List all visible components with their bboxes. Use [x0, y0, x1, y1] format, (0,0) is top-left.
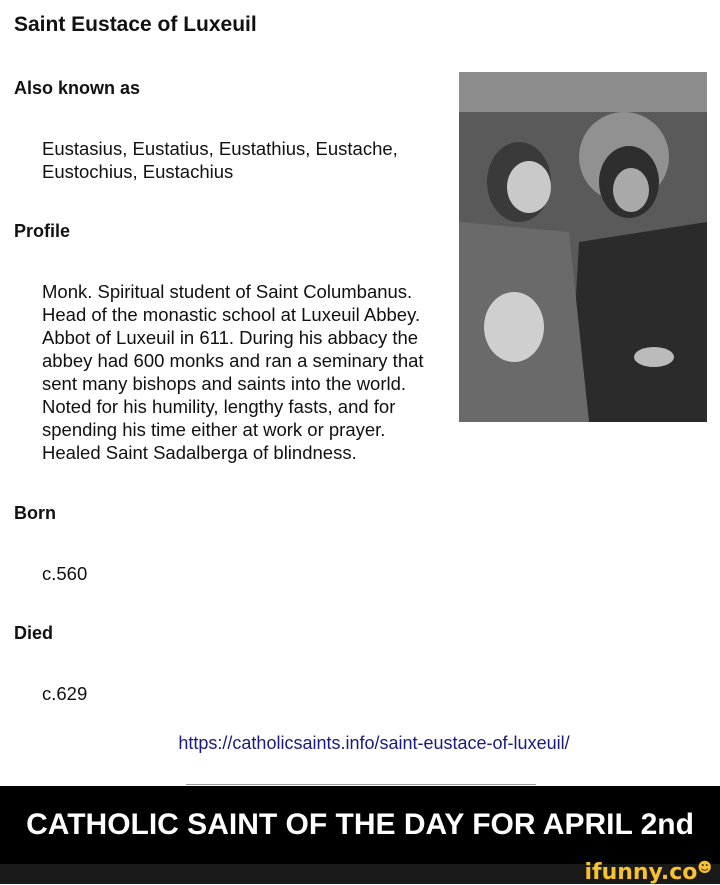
- text-line: Eustasius, Eustatius, Eustathius, Eustache,: [42, 138, 398, 159]
- text-line: Eustochius, Eustachius: [42, 161, 234, 182]
- text-line: sent many bishops and saints into the world.: [42, 373, 407, 394]
- text-line: Noted for his humility, lengthy fasts, and for: [42, 396, 396, 417]
- heading-profile: Profile: [14, 221, 71, 241]
- watermark-text: ifunny.co: [584, 860, 698, 885]
- heading-born: Born: [14, 503, 56, 523]
- died-value: c.629: [42, 683, 88, 704]
- footer-bar: [0, 860, 720, 885]
- born-value: c.560: [42, 563, 88, 584]
- ifunny-watermark: [584, 860, 712, 885]
- heading-also-known-as: Also known as: [14, 78, 141, 98]
- profile-text: [42, 280, 424, 464]
- engraving-illustration: [459, 72, 707, 422]
- text-line: Healed Saint Sadalberga of blindness.: [42, 442, 357, 463]
- text-line: abbey had 600 monks and ran a seminary that: [42, 350, 424, 371]
- page-title: Saint Eustace of Luxeuil: [14, 13, 257, 36]
- text-line: Monk. Spiritual student of Saint Columbanus.: [42, 281, 413, 302]
- saint-engraving-image: [459, 72, 707, 422]
- text-line: Abbot of Luxeuil in 611. During his abbacy the: [42, 327, 419, 348]
- text-line: Head of the monastic school at Luxeuil Abbey.: [42, 304, 421, 325]
- text-line: spending his time either at work or prayer.: [42, 419, 386, 440]
- heading-died: Died: [14, 623, 54, 643]
- also-known-as-text: [42, 137, 398, 183]
- divider: [186, 784, 536, 785]
- smiley-icon: ☻: [697, 860, 712, 876]
- caption-banner: CATHOLIC SAINT OF THE DAY FOR APRIL 2nd: [0, 786, 720, 864]
- source-link[interactable]: https://catholicsaints.info/saint-eustace-of-luxeuil/: [178, 733, 570, 753]
